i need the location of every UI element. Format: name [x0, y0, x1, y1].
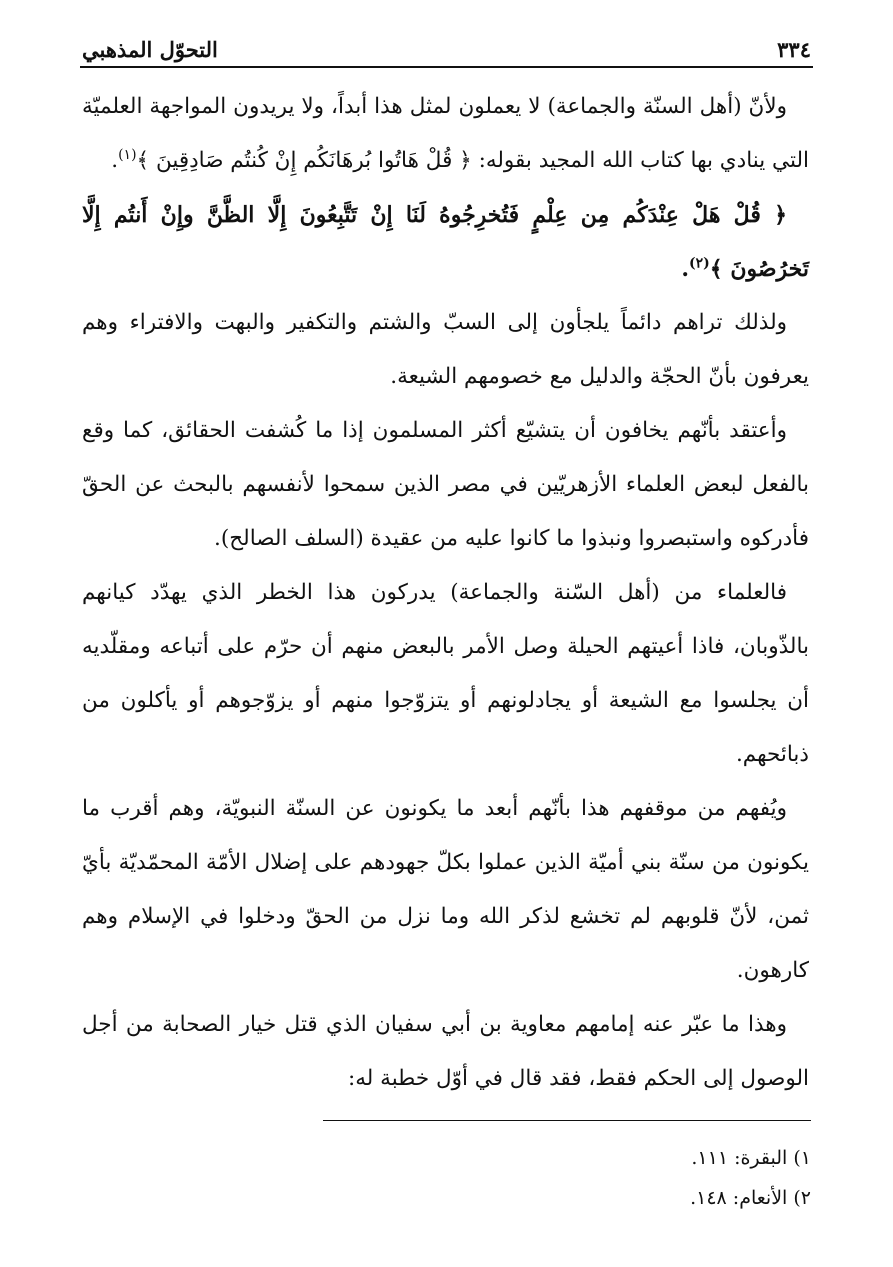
running-title: التحوّل المذهبي — [82, 37, 218, 62]
header-divider — [80, 66, 813, 68]
footnote-divider — [323, 1120, 811, 1121]
footnote-ref-2: (٢) — [689, 255, 710, 272]
paragraph-5: فالعلماء من (أهل السّنة والجماعة) يدركون هذا الخطر الذي يهدّد كيانهم بالذّوبان، فاذا أعيتهم الحيلة وصل الأمر بالبعض منهم أن حرّم على أتباعه ومقلّديه أن يجلسوا مع الشيعة أو يجادلونهم أو يتزوّجوا منهم أو يزوّجوهم أو يأكلون من ذبائحهم. — [82, 580, 809, 767]
footnote-ref-1: (١) — [118, 146, 137, 163]
footnotes — [82, 1138, 811, 1218]
quran-verse-text: ﴿ قُلْ هَلْ عِنْدَكُم مِن عِلْمٍ فَتُخرِجُوهُ لَنَا إِنْ تَتَّبِعُونَ إِلَّا الظَّنَّ وإِنْ أَنتُم إِلَّا تَخرُصُونَ ﴾ — [82, 202, 809, 282]
paragraph-7: وهذا ما عبّر عنه إمامهم معاوية بن أبي سفيان الذي قتل خيار الصحابة من أجل الوصول إلى الحكم فقط، فقد قال في أوّل خطبة له: — [82, 1012, 809, 1091]
quran-verse-end: . — [681, 256, 689, 282]
paragraph-3: ولذلك تراهم دائماً يلجأون إلى السبّ والشتم والتكفير والبهت والافتراء وهم يعرفون بأنّ الحجّة والدليل مع خصومهم الشيعة. — [82, 310, 809, 389]
paragraph-1 — [82, 80, 809, 188]
quran-verse — [82, 188, 809, 296]
page-header — [82, 28, 811, 62]
main-text — [82, 80, 809, 1106]
paragraph-6: ويُفهم من موقفهم هذا بأنّهم أبعد ما يكونون عن السنّة النبويّة، وهم أقرب ما يكونون من سنّة بني أميّة الذين عملوا بكلّ جهودهم على إضلال الأمّة المحمّديّة بأيّ ثمن، لأنّ قلوبهم لم تخشع لذكر الله وما نزل من الحقّ ودخلوا في الإسلام وهم كارهون. — [82, 796, 809, 983]
page-number: ٣٣٤ — [777, 37, 811, 62]
footnote-2: ٢) الأنعام: ١٤٨. — [690, 1187, 811, 1209]
paragraph-1-end: . — [111, 148, 119, 173]
footnote-1: ١) البقرة: ١١١. — [691, 1147, 811, 1169]
paragraph-4: وأعتقد بأنّهم يخافون أن يتشيّع أكثر المسلمون إذا ما كُشفت الحقائق، كما وقع بالفعل لبعض العلماء الأزهريّين في مصر الذين سمحوا لأنفسهم بالبحث عن الحقّ فأدركوه واستبصروا ونبذوا ما كانوا عليه من عقيدة (السلف الصالح). — [82, 418, 809, 551]
paragraph-1-text: ولأنّ (أهل السنّة والجماعة) لا يعملون لمثل هذا أبداً، ولا يريدون المواجهة العلميّة التي ينادي بها كتاب الله المجيد بقوله: ﴿ قُلْ هَاتُوا بُرهَانَكُم إِنْ كُنتُم صَادِقِينَ ﴾ — [82, 94, 809, 173]
